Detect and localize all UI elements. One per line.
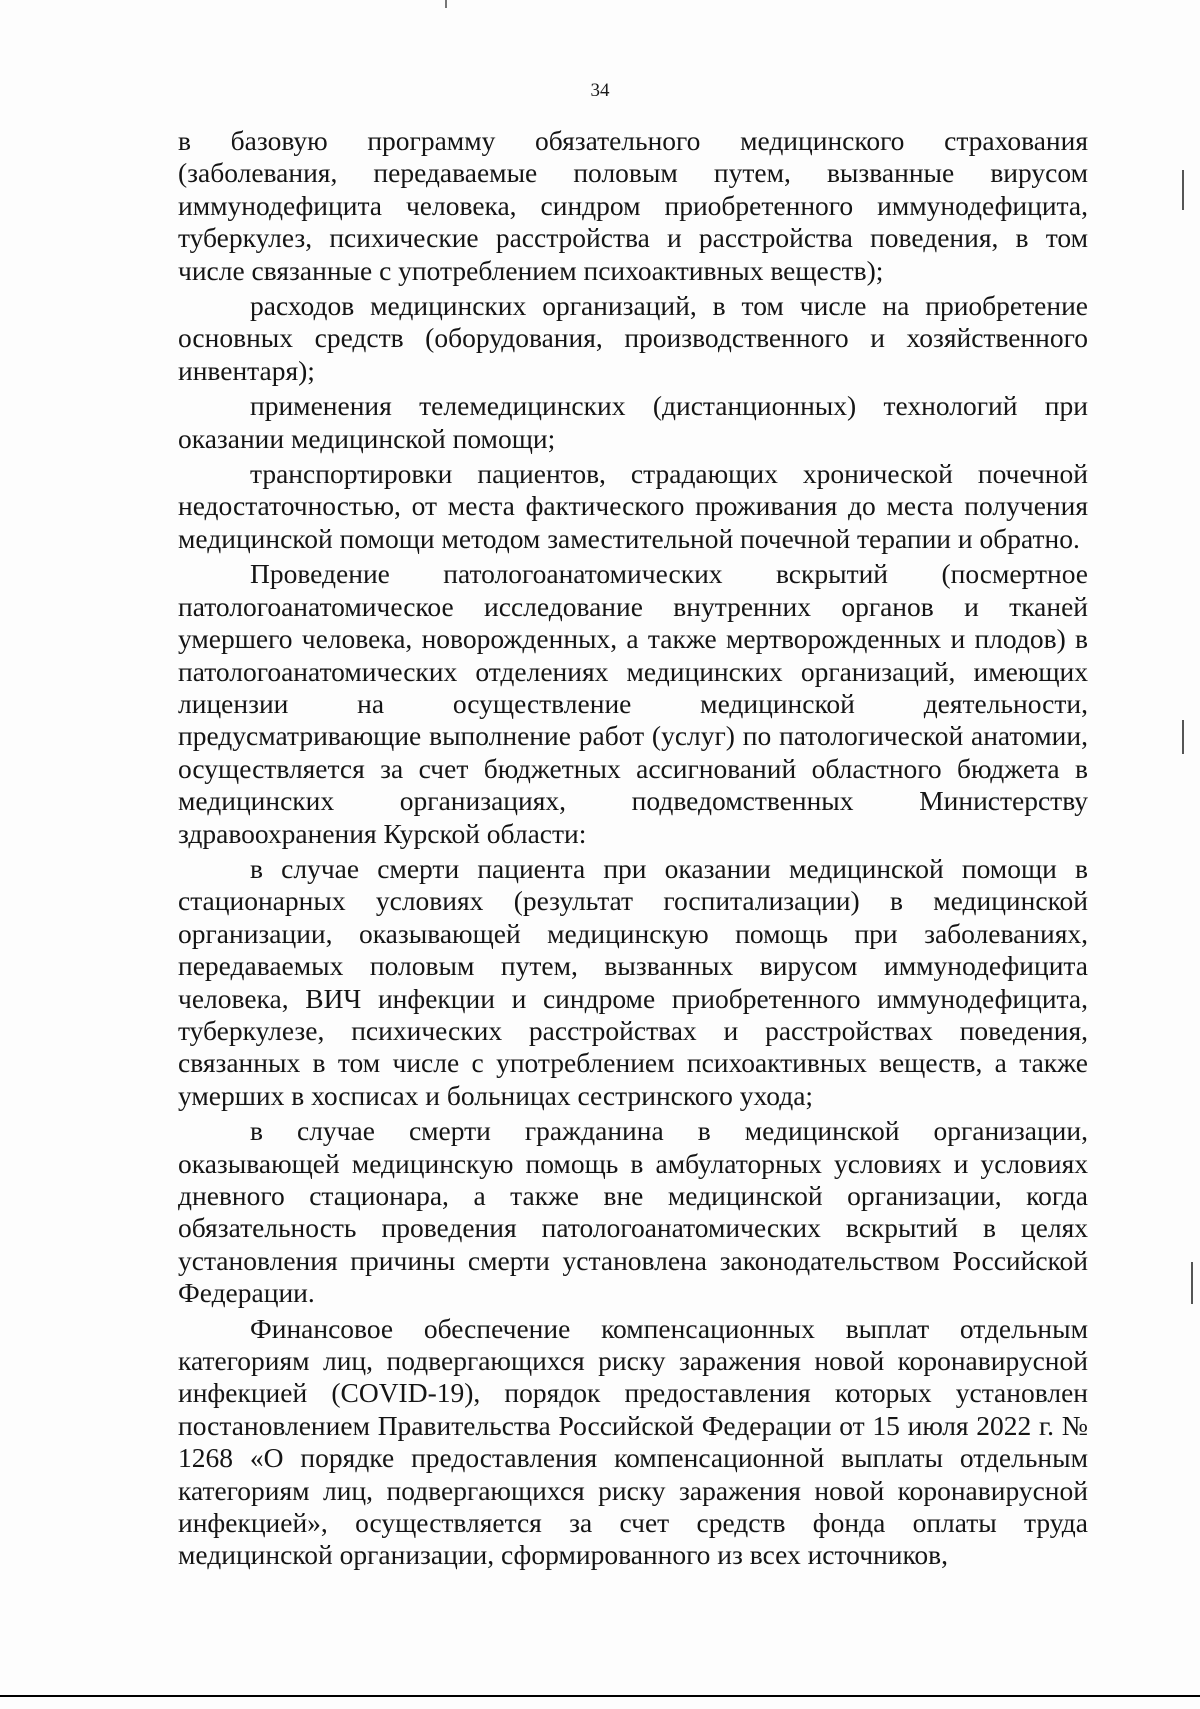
scan-margin-mark <box>1182 720 1184 754</box>
paragraph: Проведение патологоанатомических вскрытий (посмертное патологоанатомическое исследование внутренних органов и тканей умершего человека, новорожденных, а также мертворожденных и плодов) в патологоанатомических отделениях медицинских организаций, имеющих лицензии на осуществление медицинской деятельности, предусматривающие выполнение работ (услуг) по патологической анатомии, осуществляется за счет бюджетных ассигнований областного бюджета в медицинских организациях, подведомственных Министерству здравоохранения Курской области: <box>178 558 1088 849</box>
paragraph: транспортировки пациентов, страдающих хронической почечной недостаточностью, от места фактического проживания до места получения медицинской помощи методом заместительной почечной терапии и обратно. <box>178 458 1088 554</box>
scan-margin-mark <box>1191 1262 1193 1304</box>
document-body <box>178 125 1088 1572</box>
paragraph: применения телемедицинских (дистанционных) технологий при оказании медицинской помощи; <box>178 390 1088 454</box>
scan-edge-mark <box>445 0 447 8</box>
paragraph: в случае смерти пациента при оказании медицинской помощи в стационарных условиях (результат госпитализации) в медицинской организации, оказывающей медицинскую помощь при заболеваниях, передаваемых половым путем, вызванных вирусом иммунодефицита человека, ВИЧ инфекции и синдроме приобретенного иммунодефицита, туберкулезе, психических расстройствах и расстройствах поведения, связанных в том числе с употреблением психоактивных веществ, а также умерших в хосписах и больницах сестринского ухода; <box>178 852 1088 1111</box>
scan-bottom-edge <box>0 1695 1200 1697</box>
page-number: 34 <box>590 80 610 101</box>
paragraph: в случае смерти гражданина в медицинской организации, оказывающей медицинскую помощь в амбулаторных условиях и условиях дневного стационара, а также вне медицинской организации, когда обязательность проведения патологоанатомических вскрытий в целях установления причины смерти установлена законодательством Российской Федерации. <box>178 1115 1088 1309</box>
scan-margin-mark <box>1182 170 1184 210</box>
paragraph: в базовую программу обязательного медицинского страхования (заболевания, передаваемые половым путем, вызванные вирусом иммунодефицита человека, синдром приобретенного иммунодефицита, туберкулез, психические расстройства и расстройства поведения, в том числе связанные с употреблением психоактивных веществ); <box>178 125 1088 286</box>
paragraph: расходов медицинских организаций, в том числе на приобретение основных средств (оборудования, производственного и хозяйственного инвентаря); <box>178 290 1088 386</box>
paragraph: Финансовое обеспечение компенсационных выплат отдельным категориям лиц, подвергающихся риску заражения новой коронавирусной инфекцией (COVID-19), порядок предоставления которых установлен постановлением Правительства Российской Федерации от 15 июля 2022 г. № 1268 «О порядке предоставления компенсационной выплаты отдельным категориям лиц, подвергающихся риску заражения новой коронавирусной инфекцией», осуществляется за счет средств фонда оплаты труда медицинской организации, сформированного из всех источников, <box>178 1312 1088 1571</box>
